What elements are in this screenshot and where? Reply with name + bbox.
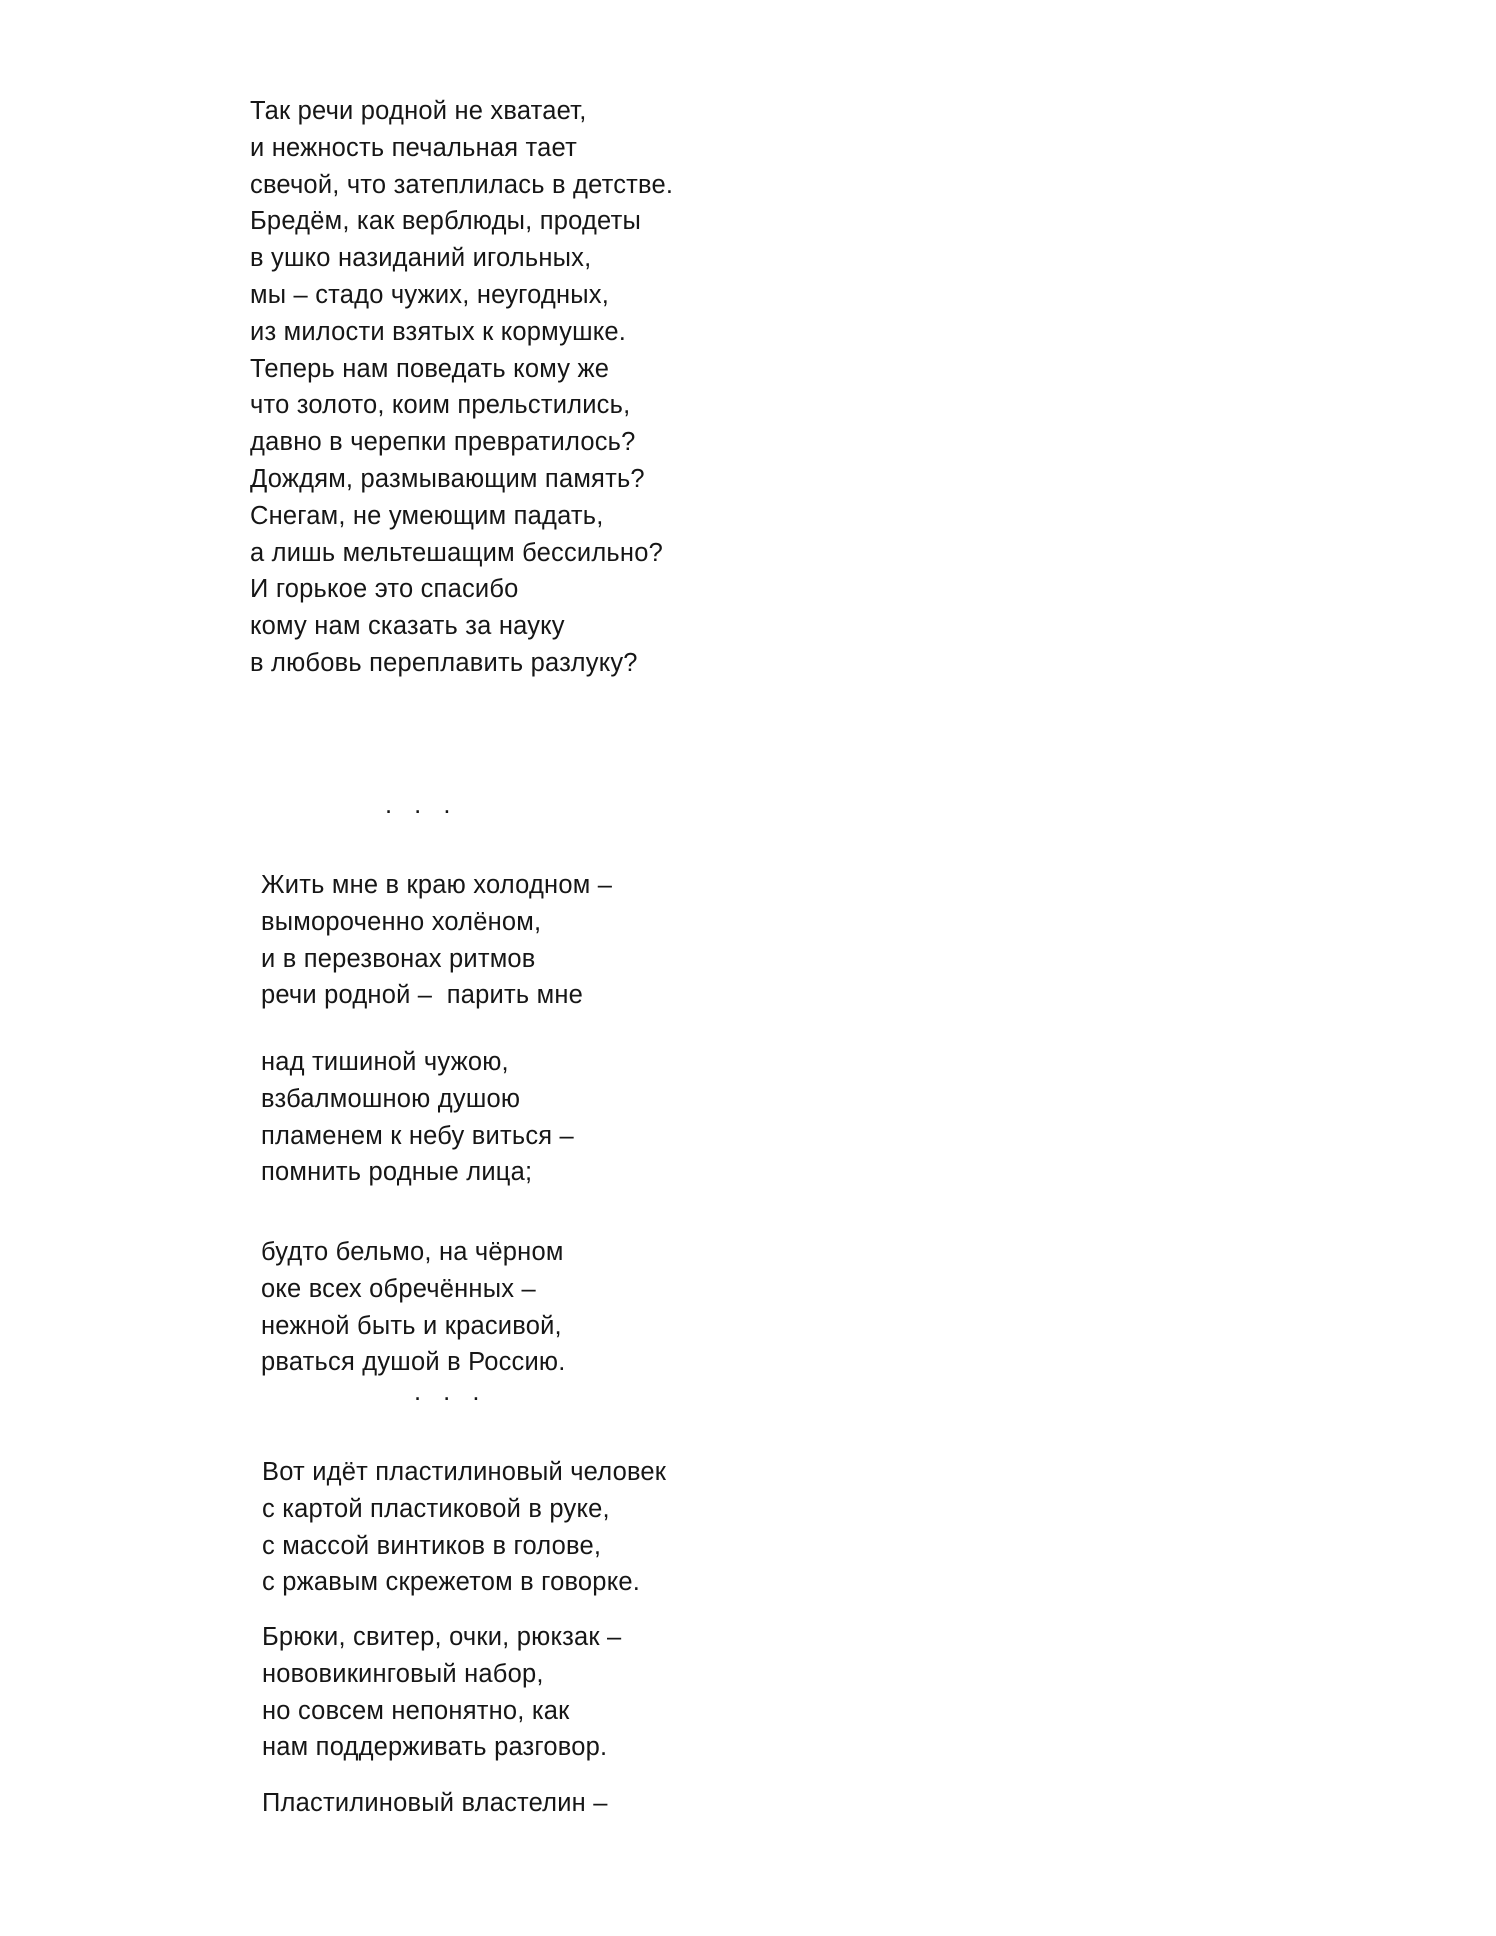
poem-line: будто бельмо, на чёрном <box>261 1238 564 1266</box>
poem-line: Снегам, не умеющим падать, <box>250 501 604 530</box>
poem-line: давно в черепки превратилось? <box>250 428 636 457</box>
poem-line: нам поддерживать разговор. <box>262 1733 608 1762</box>
poem-1-stanza-1 <box>250 93 673 682</box>
poem-3-stanza-3 <box>262 1785 608 1822</box>
poem-line: Брюки, свитер, очки, рюкзак – <box>262 1623 622 1651</box>
poem-line: нежной быть и красивой, <box>261 1311 562 1340</box>
poem-line: пламенем к небу виться – <box>261 1121 574 1150</box>
poem-line: кому нам сказать за науку <box>250 612 565 641</box>
poem-line: что золото, коим прельстились, <box>250 391 631 420</box>
poem-line: взбалмошною душою <box>261 1084 521 1113</box>
stanza-separator-1: . . . <box>385 791 451 819</box>
poem-line: с массой винтиков в голове, <box>262 1531 602 1560</box>
poem-line: свечой, что затеплилась в детстве. <box>250 170 674 199</box>
poem-line: но совсем непонятно, как <box>262 1696 570 1725</box>
poem-line: Так речи родной не хватает, <box>250 97 587 125</box>
poem-line: в любовь переплавить разлуку? <box>250 648 638 677</box>
poem-line: а лишь мельтешащим бессильно? <box>250 538 663 567</box>
poem-line: и в перезвонах ритмов <box>261 944 536 973</box>
stanza-separator-2: . . . <box>414 1378 480 1406</box>
poem-2-stanza-2 <box>261 1044 574 1191</box>
poem-3-stanza-2 <box>262 1619 621 1766</box>
poem-line: Вот идёт пластилиновый человек <box>262 1458 667 1486</box>
poem-line: Жить мне в краю холодном – <box>261 871 613 899</box>
poem-line: рваться душой в Россию. <box>261 1348 566 1377</box>
poem-line: Бредём, как верблюды, продеты <box>250 207 641 236</box>
poem-line: и нежность печальная тает <box>250 133 577 162</box>
poem-line: речи родной – парить мне <box>261 981 584 1010</box>
poem-line: нововикинговый набор, <box>262 1659 544 1688</box>
poem-line: Пластилиновый властелин – <box>262 1789 608 1817</box>
poem-line: помнить родные лица; <box>261 1158 533 1187</box>
poem-line: оке всех обречённых – <box>261 1274 536 1303</box>
poem-line: вымороченно холёном, <box>261 907 542 936</box>
poem-3-stanza-1 <box>262 1454 666 1601</box>
poem-line: над тишиной чужою, <box>261 1048 509 1076</box>
poem-line: из милости взятых к кормушке. <box>250 317 627 346</box>
poem-line: Дождям, размывающим память? <box>250 464 645 493</box>
poem-line: в ушко назиданий игольных, <box>250 244 592 273</box>
poem-line: с ржавым скрежетом в говорке. <box>262 1568 641 1597</box>
poem-line: мы – стадо чужих, неугодных, <box>250 280 610 309</box>
poem-line: И горькое это спасибо <box>250 575 519 604</box>
poem-line: с картой пластиковой в руке, <box>262 1494 610 1523</box>
poem-2-stanza-1 <box>261 867 612 1014</box>
poem-2-stanza-3 <box>261 1234 566 1381</box>
poem-line: Теперь нам поведать кому же <box>250 354 610 383</box>
